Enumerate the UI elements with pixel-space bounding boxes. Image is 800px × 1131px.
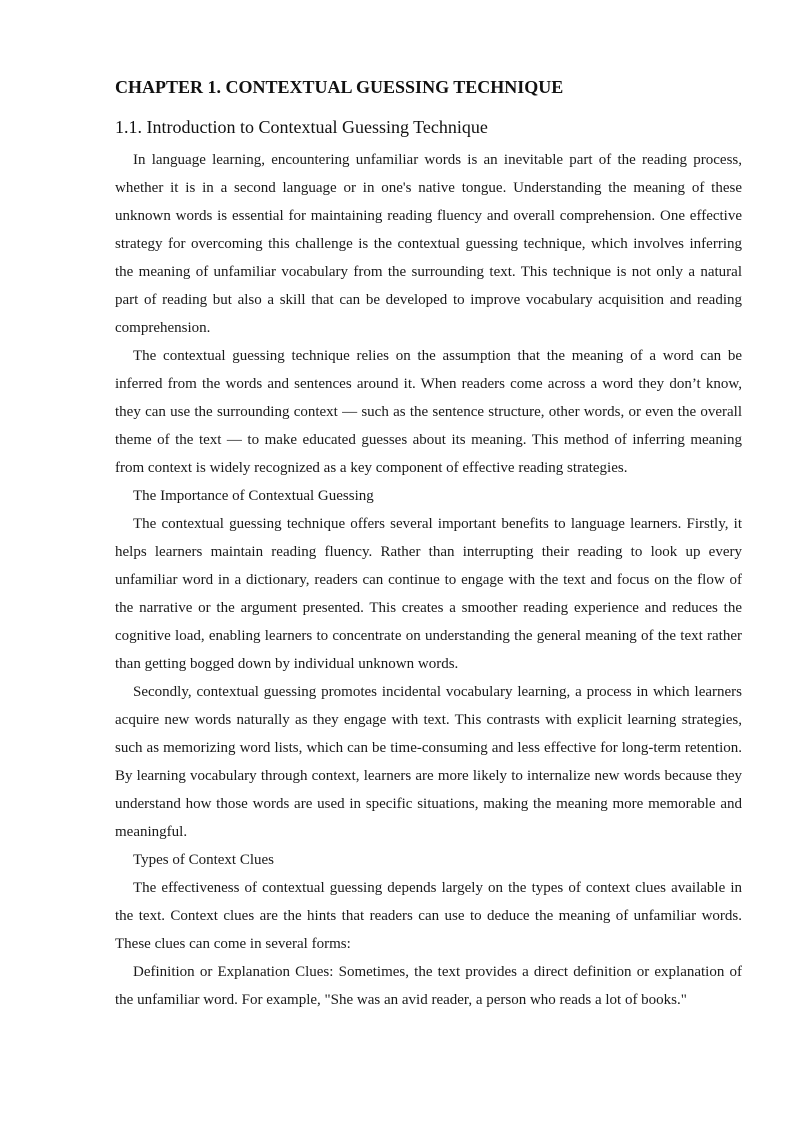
paragraph-definition-clues: Definition or Explanation Clues: Sometimes, the text provides a direct definition or explanation of the unfamiliar word. For example, "She was an avid reader, a person who reads a lot of books." [115, 964, 742, 1008]
section-title: 1.1. Introduction to Contextual Guessing Technique [115, 117, 488, 137]
paragraph-assumption: The contextual guessing technique relies on the assumption that the meaning of a word can be inferred from the words and sentences around it. When readers come across a word they don’t know, they can use the surrounding context — such as the sentence structure, other words, or even the overall theme of the text — to make educated guesses about its meaning. This method of inferring meaning from context is widely recognized as a key component of effective reading strategies. [115, 348, 742, 476]
paragraph-incidental-learning: Secondly, contextual guessing promotes incidental vocabulary learning, a process in which learners acquire new words naturally as they engage with text. This contrasts with explicit learning strategies, such as memorizing word lists, which can be time-consuming and less effective for long-term retention. By learning vocabulary through context, learners are more likely to internalize new words because they understand how those words are used in specific situations, making the meaning more memorable and meaningful. [115, 684, 742, 840]
subheading-importance: The Importance of Contextual Guessing [133, 488, 374, 504]
paragraph-benefits: The contextual guessing technique offers several important benefits to language learners. Firstly, it helps learners maintain reading fluency. Rather than interrupting their reading to look up every unfamiliar word in a dictionary, readers can continue to engage with the text and focus on the flow of the narrative or the argument presented. This creates a smoother reading experience and reduces the cognitive load, enabling learners to concentrate on understanding the general meaning of the text rather than getting bogged down by individual unknown words. [115, 516, 742, 672]
paragraph-context-clues: The effectiveness of contextual guessing depends largely on the types of context clues available in the text. Context clues are the hints that readers can use to deduce the meaning of unfamiliar words. These clues can come in several forms: [115, 880, 742, 952]
chapter-title: CHAPTER 1. CONTEXTUAL GUESSING TECHNIQUE [115, 77, 564, 97]
paragraph-intro: In language learning, encountering unfamiliar words is an inevitable part of the reading process, whether it is in a second language or in one's native tongue. Understanding the meaning of these unknown words is essential for maintaining reading fluency and overall comprehension. One effective strategy for overcoming this challenge is the contextual guessing technique, which involves inferring the meaning of unfamiliar vocabulary from the surrounding text. This technique is not only a natural part of reading but also a skill that can be developed to improve vocabulary acquisition and reading comprehension. [115, 152, 742, 336]
subheading-types: Types of Context Clues [133, 852, 275, 868]
document-page [115, 74, 742, 1014]
